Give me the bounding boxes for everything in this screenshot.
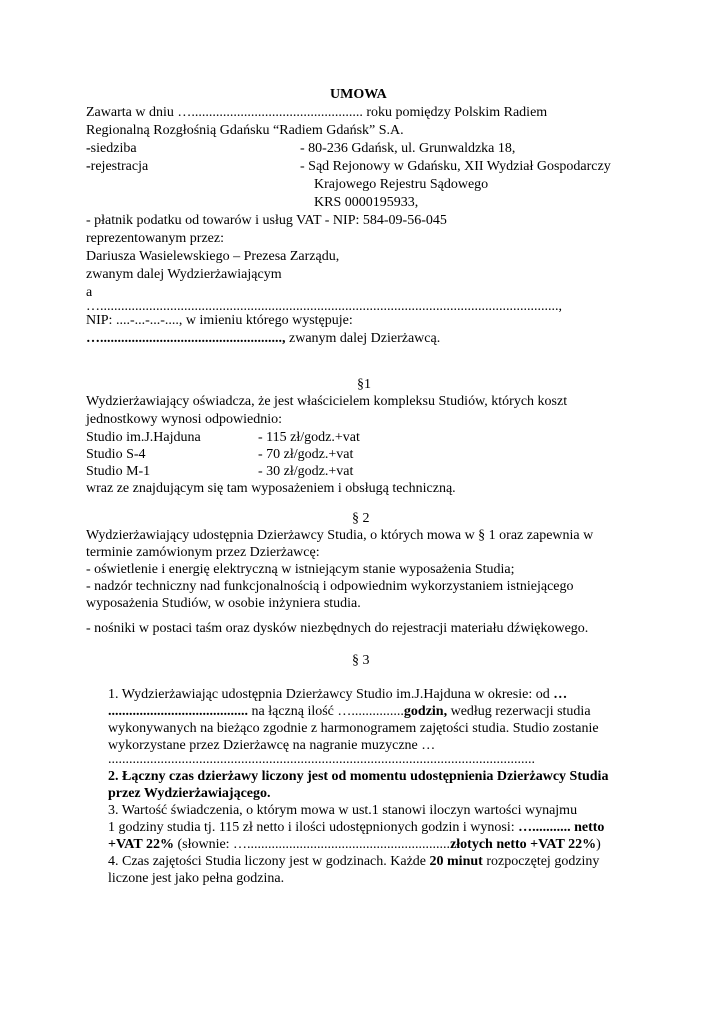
registration-label [86,158,148,175]
seat-label [86,140,137,157]
item-2-line-1: 2. Łączny czas dzierżawy liczony jest od momentu udostępnienia Dzierżawcy Studia [108,769,609,784]
nip-line: NIP: ....-...-...-...., w imieniu którego występuje: [86,313,353,328]
item-3-line-3 [108,836,601,853]
item-1-ellipsis: … [553,687,568,702]
item-1-text-a: 1. Wydzierżawiając udostępnia Dzierżawcy Studio im.J.Hajduna w okresie: od [108,687,554,702]
section-1-text-3: wraz ze znajdującym się tam wyposażeniem i obsługą techniczną. [86,481,456,496]
item-1-reservation: według rezerwacji studia [447,704,591,719]
section-1-text-2: jednostkowy wynosi odpowiednio: [86,412,282,427]
item-1-hours-text: na łączną ilość …............... [248,704,404,719]
studio-price-1: - 115 zł/godz.+vat [258,430,360,445]
seat-label-text: siedziba [90,141,137,156]
item-1-line-2 [108,703,591,720]
lessee-line [86,330,440,347]
item-3-currency: złotych netto +VAT 22% [450,837,597,852]
item-1-hours-word: godzin, [403,704,448,719]
section-1-heading: §1 [357,377,371,392]
registration-dash: - [86,159,91,174]
item-4-text-a: 4. Czas zajętości Studia liczony jest w godzinach. Każde [108,854,430,869]
section-1-text-1: Wydzierżawiający oświadcza, że jest właścicielem kompleksu Studiów, których koszt [86,394,568,409]
item-1-line-1 [108,686,567,703]
lessee-blank-line: …..................................................................................................................................., [86,299,562,314]
section-2-text-3: - oświetlenie i energię elektryczną w istniejącym stanie wyposażenia Studia; [86,562,515,577]
item-3-net: …........... netto [518,820,605,835]
item-1-line-5: .......................................................................................................................... [108,752,535,767]
item-3-line-1: 3. Wartość świadczenia, o którym mowa w ust.1 stanowi iloczyn wartości wynajmu [108,803,578,818]
represented-line: reprezentowanym przez: [86,231,224,246]
section-2-text-2: terminie zamówionym przez Dzierżawcę: [86,545,320,560]
registration-label-text: rejestracja [90,159,149,174]
registration-value-2: Krajowego Rejestru Sądowego [314,177,489,192]
item-3-words: (słownie: ….......................................................... [173,837,451,852]
contract-title: UMOWA [330,87,387,102]
item-3-close: ) [596,837,601,852]
seat-dash: - [86,141,91,156]
item-4-text-c: rozpoczętej godziny [482,854,600,869]
item-4-line-1 [108,853,599,870]
representative-name: Dariusza Wasielewskiego – Prezesa Zarządu, [86,249,340,264]
item-1-line-4: wykorzystane przez Dzierżawcę na nagranie muzyczne … [108,738,436,753]
section-3-heading: § 3 [352,653,370,668]
studio-name-1: Studio im.J.Hajduna [86,430,201,445]
section-2-text-1: Wydzierżawiający udostępnia Dzierżawcy Studia, o których mowa w § 1 oraz zapewnia w [86,528,594,543]
lessee-called: zwanym dalej Dzierżawcą. [285,331,441,346]
registration-value-3: KRS 0000195933, [314,195,419,210]
studio-price-2: - 70 zł/godz.+vat [258,447,354,462]
studio-name-3: Studio M-1 [86,464,151,479]
item-3-text: 1 godziny studia tj. 115 zł netto i ilości udostępnionych godzin i wynosi: [108,820,519,835]
item-4-line-2: liczone jest jako pełna godzina. [108,871,285,886]
item-1-line-3: wykonywanych na bieżąco zgodnie z harmonogramem zajętości studia. Studio zostanie [108,721,599,736]
item-2-line-2: przez Wydzierżawiającego. [108,786,271,801]
section-2-text-5: wyposażenia Studiów, w osobie inżyniera studia. [86,596,361,611]
intro-line-1: Zawarta w dniu …................................................. roku pomiędzy Polskim Radiem [86,105,548,120]
item-3-vat: +VAT 22% [108,837,174,852]
lessee-blank: …...................................................., [86,331,286,346]
seat-value: - 80-236 Gdańsk, ul. Grunwaldzka 18, [300,141,516,156]
registration-value-1: - Sąd Rejonowy w Gdańsku, XII Wydział Gospodarczy [300,159,611,174]
studio-name-2: Studio S-4 [86,447,146,462]
item-4-minutes: 20 minut [429,854,483,869]
item-1-dots: ........................................ [108,704,248,719]
section-2-heading: § 2 [352,511,370,526]
item-3-line-2 [108,819,604,836]
studio-price-3: - 30 zł/godz.+vat [258,464,354,479]
intro-line-2: Regionalną Rozgłośnią Gdańsku “Radiem Gdańsk” S.A. [86,123,404,138]
conjunction-a: a [86,285,93,300]
lessor-called: zwanym dalej Wydzierżawiającym [86,267,282,282]
vat-line: - płatnik podatku od towarów i usług VAT - NIP: 584-09-56-045 [86,213,447,228]
section-2-text-4: - nadzór techniczny nad funkcjonalnością i odpowiednim wykorzystaniem istniejącego [86,579,574,594]
section-2-text-6: - nośniki w postaci taśm oraz dysków niezbędnych do rejestracji materiału dźwiękowego. [86,621,589,636]
